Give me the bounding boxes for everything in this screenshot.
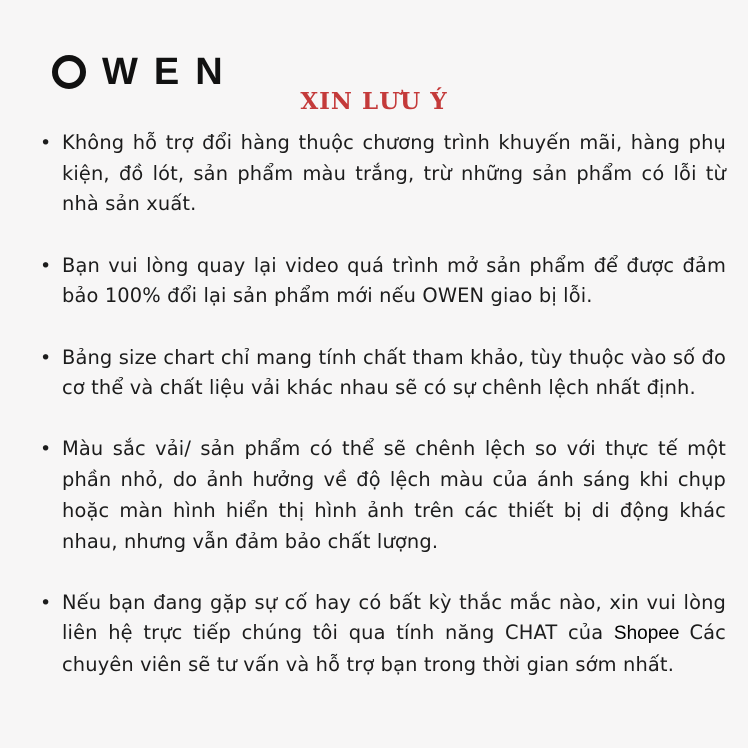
bullet-icon: • xyxy=(40,438,52,461)
shopee-wordmark: Shopee xyxy=(613,623,680,645)
note-text: Nếu bạn đang gặp sự cố hay có bất kỳ thắc mắc nào, xin vui lòng liên hệ trực tiếp chúng tôi qua tính năng CHAT của xyxy=(62,590,726,645)
list-item xyxy=(40,343,726,404)
ring-o-icon xyxy=(52,55,86,89)
list-item xyxy=(40,251,726,312)
notice-heading: XIN LƯU Ý xyxy=(300,88,448,115)
list-item xyxy=(40,128,726,220)
bullet-icon: • xyxy=(40,346,52,369)
logo-text: WEN xyxy=(102,51,239,93)
owen-logo xyxy=(52,52,239,92)
list-item xyxy=(40,588,726,681)
list-item xyxy=(40,434,726,557)
note-text: Bảng size chart chỉ mang tính chất tham khảo, tùy thuộc vào số đo cơ thể và chất liệu vải khác nhau sẽ có sự chênh lệch nhất định. xyxy=(62,345,726,400)
note-text-continued: Các chuyên viên sẽ tư vấn và hỗ trợ bạn trong thời gian sớm nhất. xyxy=(62,621,726,677)
bullet-icon: • xyxy=(40,132,52,154)
bullet-icon: • xyxy=(40,591,52,614)
note-text: Bạn vui lòng quay lại video quá trình mở sản phẩm để được đảm bảo 100% đổi lại sản phẩm mới nếu OWEN giao bị lỗi. xyxy=(62,253,726,308)
notice-list xyxy=(40,128,726,681)
bullet-icon: • xyxy=(40,254,52,277)
note-text: Không hỗ trợ đổi hàng thuộc chương trình khuyến mãi, hàng phụ kiện, đồ lót, sản phẩm màu trắng, trừ những sản phẩm có lỗi từ nhà sản xuất. xyxy=(62,131,726,216)
note-text: Màu sắc vải/ sản phẩm có thể sẽ chênh lệch so với thực tế một phần nhỏ, do ảnh hưởng về độ lệch màu của ánh sáng khi chụp hoặc màn hình hiển thị hình ảnh trên các thiết bị di động khác nhau, nhưng vẫn đảm bảo chất lượng. xyxy=(62,437,726,553)
